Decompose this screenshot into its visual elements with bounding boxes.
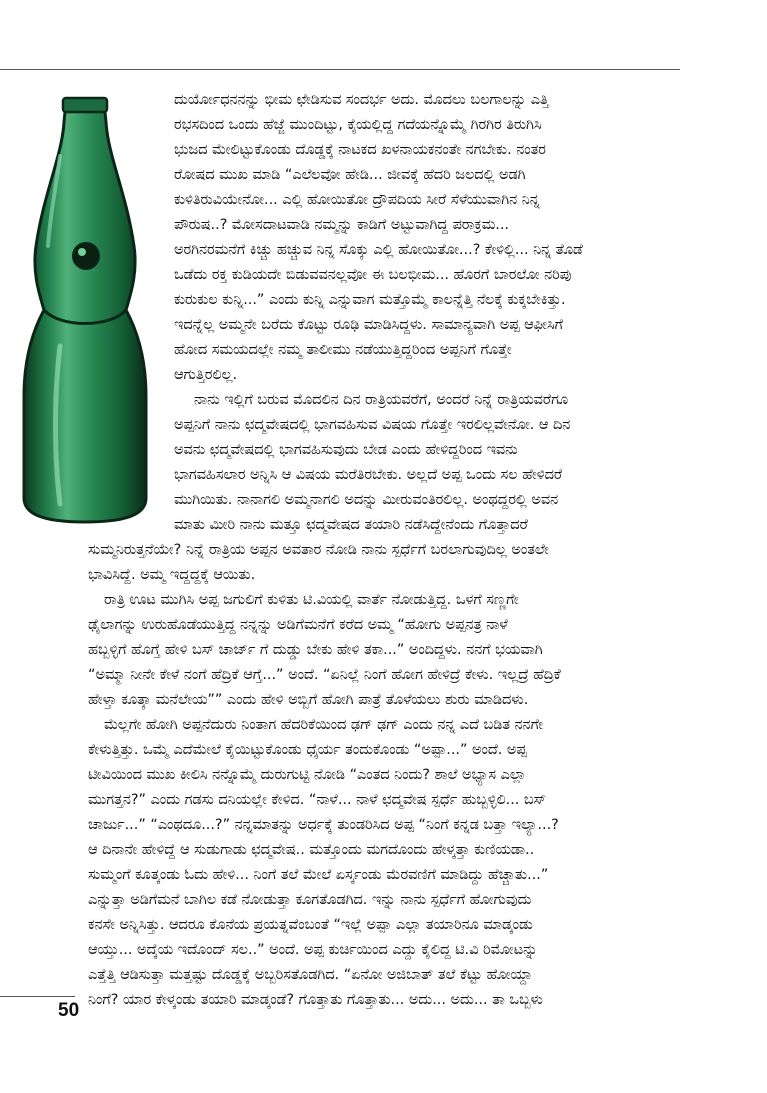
page-number: 50 (58, 1000, 80, 1021)
text-line: ಸುಮ್ಮಂಗೆ ಕೂತ್ಕಂಡು ಓದು ಹೇಳಿ... ನಿಂಗೆ ತಲೆ ಮೇಲೆ ಏರ್ಸ್ಕಂಡು ಮೆರವಣಿಗೆ ಮಾಡಿದ್ದು ಹೆಚ್ಚಾತು...” (88, 867, 549, 883)
text-line: ಕುಳಿತಿರುವಿಯೇನೋ... ಎಲ್ಲಿ ಹೋಯಿತೋ ದ್ರೌಪದಿಯ ಸೀರೆ ಸೆಳೆಯುವಾಗಿನ ನಿನ್ನ (174, 192, 540, 208)
text-line: ಢೈಲಾಗನ್ನು ಉರುಹೊಡೆಯುತ್ತಿದ್ದ ನನ್ನನ್ನು ಅಡಿಗೆಮನೆಗೆ ಕರೆದ ಅಮ್ಮ “ಹೋಗು ಅಪ್ಪನತ್ರ ನಾಳೆ (88, 617, 508, 633)
text-line: ಆ ದಿನಾನೇ ಹೇಳಿದ್ದೆ ಆ ಸುಡುಗಾಡು ಛದ್ಮವೇಷ.. ಮತ್ತೊಂದು ಮಗದೊಂದು ಹೇಳ್ಕತ್ತಾ ಕುಣಿಯಡಾ.. (88, 842, 535, 858)
text-line: ಆಗುತ್ತಿರಲಿಲ್ಲ. (174, 367, 238, 383)
text-line: “ಅಮ್ಮಾ ನೀನೇ ಕೇಳೆ ನಂಗೆ ಹೆದ್ರಿಕೆ ಆಗ್ತೆ...” ಅಂದೆ. “ಏನಿಲ್ಲೆ ನಿಂಗೆ ಹೋಗ ಹೇಳಿದ್ರೆ ಕೇಳು. ಇಲ್ಲದ್ರೆ ಹೆದ್ರಿಕೆ (88, 667, 561, 683)
footer-rule (0, 996, 75, 997)
text-line: ಟೀವಿಯಿಂದ ಮುಖ ಕೀಲಿಸಿ ನನ್ನೊಮ್ಮೆ ದುರುಗುಟ್ಟಿ ನೋಡಿ “ಎಂತದ ನಿಂದು? ಶಾಲೆ ಅಭ್ಯಾಸ ಎಲ್ಲಾ (88, 767, 526, 783)
text-line: ಪೌರುಷ..? ಮೋಸದಾಟವಾಡಿ ನಮ್ಮನ್ನು ಕಾಡಿಗೆ ಅಟ್ಟುವಾಗಿದ್ದ ಪರಾಕ್ರಮ... (174, 217, 509, 233)
text-line: ಸುಮ್ಮನಿರುತ್ತನೆಯೇ? ನಿನ್ನೆ ರಾತ್ರಿಯ ಅಪ್ಪನ ಅವತಾರ ನೋಡಿ ನಾನು ಸ್ಪರ್ಧೆಗೆ ಬರಲಾಗುವುದಿಲ್ಲ ಅಂತಲೇ (88, 542, 549, 558)
text-line: ಮಾತು ಮೀರಿ ನಾನು ಮತ್ತೂ ಛದ್ಮವೇಷದ ತಯಾರಿ ನಡೆಸಿದ್ದೇನೆಂದು ಗೊತ್ತಾದರೆ (174, 517, 528, 533)
text-line: ನಾನು ಇಲ್ಲಿಗೆ ಬರುವ ಮೊದಲಿನ ದಿನ ರಾತ್ರಿಯವರೆಗೆ, ಅಂದರೆ ನಿನ್ನೆ ರಾತ್ರಿಯವರೆಗೂ (194, 392, 569, 408)
text-line: ರೋಷದ ಮುಖ ಮಾಡಿ “ಎಲೆಲವೋ ಹೇಡಿ... ಜೀವಕ್ಕೆ ಹೆದರಿ ಜಲದಲ್ಲಿ ಅಡಗಿ (174, 167, 526, 183)
text-line: ಹಬ್ಬಳ್ಳಿಗೆ ಹೊಗ್ತೆ ಹೇಳಿ ಬಸ್ ಚಾರ್ಜ್ ಗೆ ದುಡ್ಡು ಬೇಕು ಹೇಳಿ ತಕಾ...” ಅಂದಿದ್ದಳು. ನನಗೆ ಭಯವಾಗಿ (88, 642, 543, 658)
text-line: ರಭಸದಿಂದ ಒಂದು ಹೆಜ್ಜೆ ಮುಂದಿಟ್ಟು, ಕೈಯಲ್ಲಿದ್ದ ಗದೆಯನ್ನೊಮ್ಮೆ ಗಿರಗಿರ ತಿರುಗಿಸಿ (174, 117, 542, 133)
text-line: ಮುಗಿಯಿತು. ನಾನಾಗಲಿ ಅಮ್ಮನಾಗಲಿ ಅದನ್ನು ಮೀರುವಂತಿರಲಿಲ್ಲ. ಅಂಥದ್ದರಲ್ಲಿ ಅವನ (174, 492, 559, 508)
text-line: ಕೇಳುತ್ತಿತ್ತು. ಒಮ್ಮೆ ಎದೆಮೇಲೆ ಕೈಯಿಟ್ಟುಕೊಂಡು ಧೈರ್ಯ ತಂದುಕೊಂಡು “ಅಪ್ಪಾ...” ಅಂದೆ. ಅಪ್ಪ (88, 742, 527, 758)
text-line: ಹೇಳ್ತಾ ಕೂತ್ಕಾ ಮನೆಲೇಯ”” ಎಂದು ಹೇಳಿ ಅಬ್ಬಿಗೆ ಹೋಗಿ ಪಾತ್ರೆ ತೊಳೆಯಲು ಶುರು ಮಾಡಿದಳು. (88, 692, 529, 708)
text-line: ಆಯ್ತು... ಅದ್ಕೆಯ ಇದೊಂದ್ ಸಲ..” ಅಂದೆ. ಅಪ್ಪ ಕುರ್ಚಿಯಿಂದ ಎದ್ದು ಕೈಲಿದ್ದ ಟಿ.ವಿ ರಿಮೋಟನ್ನು (88, 942, 538, 958)
green-bottle-illustration (0, 96, 170, 526)
text-line: ಇದನ್ನೆಲ್ಲ ಅಮ್ಮನೇ ಬರೆದು ಕೊಟ್ಟು ರೂಢಿ ಮಾಡಿಸಿದ್ದಳು. ಸಾಮಾನ್ಯವಾಗಿ ಅಪ್ಪ ಆಫೀಸಿಗೆ (174, 317, 563, 333)
text-line: ಹೋದ ಸಮಯದಲ್ಲೇ ನಮ್ಮ ತಾಲೀಮು ನಡೆಯುತ್ತಿದ್ದರಿಂದ ಅಪ್ಪನಿಗೆ ಗೊತ್ತೇ (174, 342, 512, 358)
text-line: ಚಾರ್ಜು...” “ಎಂಥದೂ...?” ನನ್ನಮಾತನ್ನು ಅರ್ಧಕ್ಕೆ ತುಂಡರಿಸಿದ ಅಪ್ಪ “ನಿಂಗೆ ಕನ್ನಡ ಬತ್ತಾ ಇಲ್ಯಾ...? (88, 817, 559, 833)
text-line: ದುರ್ಯೋಧನನನ್ನು ಭೀಮ ಛೇಡಿಸುವ ಸಂದರ್ಭ ಅದು. ಮೊದಲು ಬಲಗಾಲನ್ನು ಎತ್ತಿ (174, 92, 549, 108)
text-line: ಒಡೆದು ರಕ್ತ ಕುಡಿಯದೇ ಬಿಡುವವನಲ್ಲವೋ ಈ ಬಲಭೀಮ... ಹೊರಗೆ ಬಾರಲೋ ನರಿಪು (174, 267, 572, 283)
top-rule (0, 69, 680, 70)
text-line: ಭಾವಿಸಿದ್ದೆ. ಅಮ್ಮ ಇದ್ದದ್ದಕ್ಕೆ ಆಯಿತು. (88, 567, 256, 583)
text-line: ಕನಸೇ ಅನ್ನಿಸಿತ್ತು. ಆದರೂ ಕೊನೆಯ ಪ್ರಯತ್ನವೆಂಬಂತೆ “ಇಲ್ಲೆ ಅಪ್ಪಾ ಎಲ್ಲಾ ತಯಾರಿನೂ ಮಾಡ್ಕಂಡು (88, 917, 533, 933)
text-line: ಮೆಲ್ಲಗೇ ಹೋಗಿ ಅಪ್ಪನೆದುರು ನಿಂತಾಗ ಹೆದರಿಕೆಯಿಂದ ಢಗ್ ಢಗ್ ಎಂದು ನನ್ನ ಎದೆ ಬಡಿತ ನನಗೇ (104, 717, 544, 733)
text-line: ಎತ್ತೆತ್ತಿ ಆಡಿಸುತ್ತಾ ಮತ್ತಷ್ಟು ದೊಡ್ಡಕ್ಕೆ ಅಬ್ಬರಿಸತೊಡಗಿದ. “ಏನೋ ಅಜಿಬಾತ್ ತಲೆ ಕೆಟ್ಟು ಹೋಯ್ದಾ (88, 967, 533, 983)
text-line: ಭುಜದ ಮೇಲಿಟ್ಟುಕೊಂಡು ದೊಡ್ಡಕ್ಕೆ ನಾಟಕದ ಖಳನಾಯಕನಂತೇ ನಗಬೇಕು. ನಂತರ (174, 142, 546, 158)
text-line: ಅಪ್ಪನಿಗೆ ನಾನು ಛದ್ಮವೇಷದಲ್ಲಿ ಭಾಗವಹಿಸುವ ವಿಷಯ ಗೊತ್ತೇ ಇರಲಿಲ್ಲವೇನೋ. ಆ ದಿನ (174, 417, 571, 433)
text-line: ಅವನು ಛದ್ಮವೇಷದಲ್ಲಿ ಭಾಗವಹಿಸುವುದು ಬೇಡ ಎಂದು ಹೇಳಿದ್ದರಿಂದ ಇವನು (174, 442, 518, 458)
text-line: ಕುರುಕುಲ ಕುನ್ನಿ...” ಎಂದು ಕುನ್ನಿ ಎನ್ನುವಾಗ ಮತ್ತೊಮ್ಮೆ ಕಾಲನ್ನೆತ್ತಿ ನೆಲಕ್ಕೆ ಕುಕ್ಕಬೇಕಿತ್ತು. (174, 292, 566, 308)
text-line: ರಾತ್ರಿ ಊಟ ಮುಗಿಸಿ ಅಪ್ಪ ಜಗುಲಿಗೆ ಕುಳಿತು ಟಿ.ವಿಯಲ್ಲಿ ವಾರ್ತೆ ನೋಡುತ್ತಿದ್ದ. ಒಳಗೆ ಸಣ್ಣಗೇ (104, 592, 519, 608)
text-line: ಎನ್ನುತ್ತಾ ಅಡಿಗೆಮನೆ ಬಾಗಿಲ ಕಡೆ ನೋಡುತ್ತಾ ಕೂಗತೊಡಗಿದ. ಇನ್ನು ನಾನು ಸ್ಪರ್ಧೆಗೆ ಹೋಗುವುದು (88, 892, 532, 908)
text-line: ಅರಗಿನರಮನೆಗೆ ಕಿಚ್ಚು ಹಚ್ಚುವ ನಿನ್ನ ಸೊಕ್ಕು ಎಲ್ಲಿ ಹೋಯಿತೋ...? ಕೇಳಿಲ್ಲಿ... ನಿನ್ನ ತೊಡೆ (174, 242, 583, 258)
text-line: ಭಾಗವಹಿಸಲಾರ ಅನ್ನಿಸಿ ಆ ವಿಷಯ ಮರೆತಿರಬೇಕು. ಅಲ್ಲದೆ ಅಪ್ಪ ಒಂದು ಸಲ ಹೇಳಿದರೆ (174, 467, 563, 483)
text-line: ನಿಂಗೆ? ಯಾರ ಕೇಳ್ಕಂಡು ತಯಾರಿ ಮಾಡ್ಕಂಡೆ? ಗೊತ್ತಾತು ಗೊತ್ತಾತು... ಅದು... ಅದು... ತಾ ಒಬ್ಬಳು (88, 992, 543, 1008)
text-line: ಮುಗತ್ತನ?” ಎಂದು ಗಡಸು ದನಿಯಲ್ಲೇ ಕೇಳಿದ. “ನಾಳೆ... ನಾಳೆ ಛದ್ಮವೇಷ ಸ್ಪರ್ಧೆ ಹುಬ್ಬಳ್ಳಿಲಿ... ಬಸ್ (88, 792, 546, 808)
